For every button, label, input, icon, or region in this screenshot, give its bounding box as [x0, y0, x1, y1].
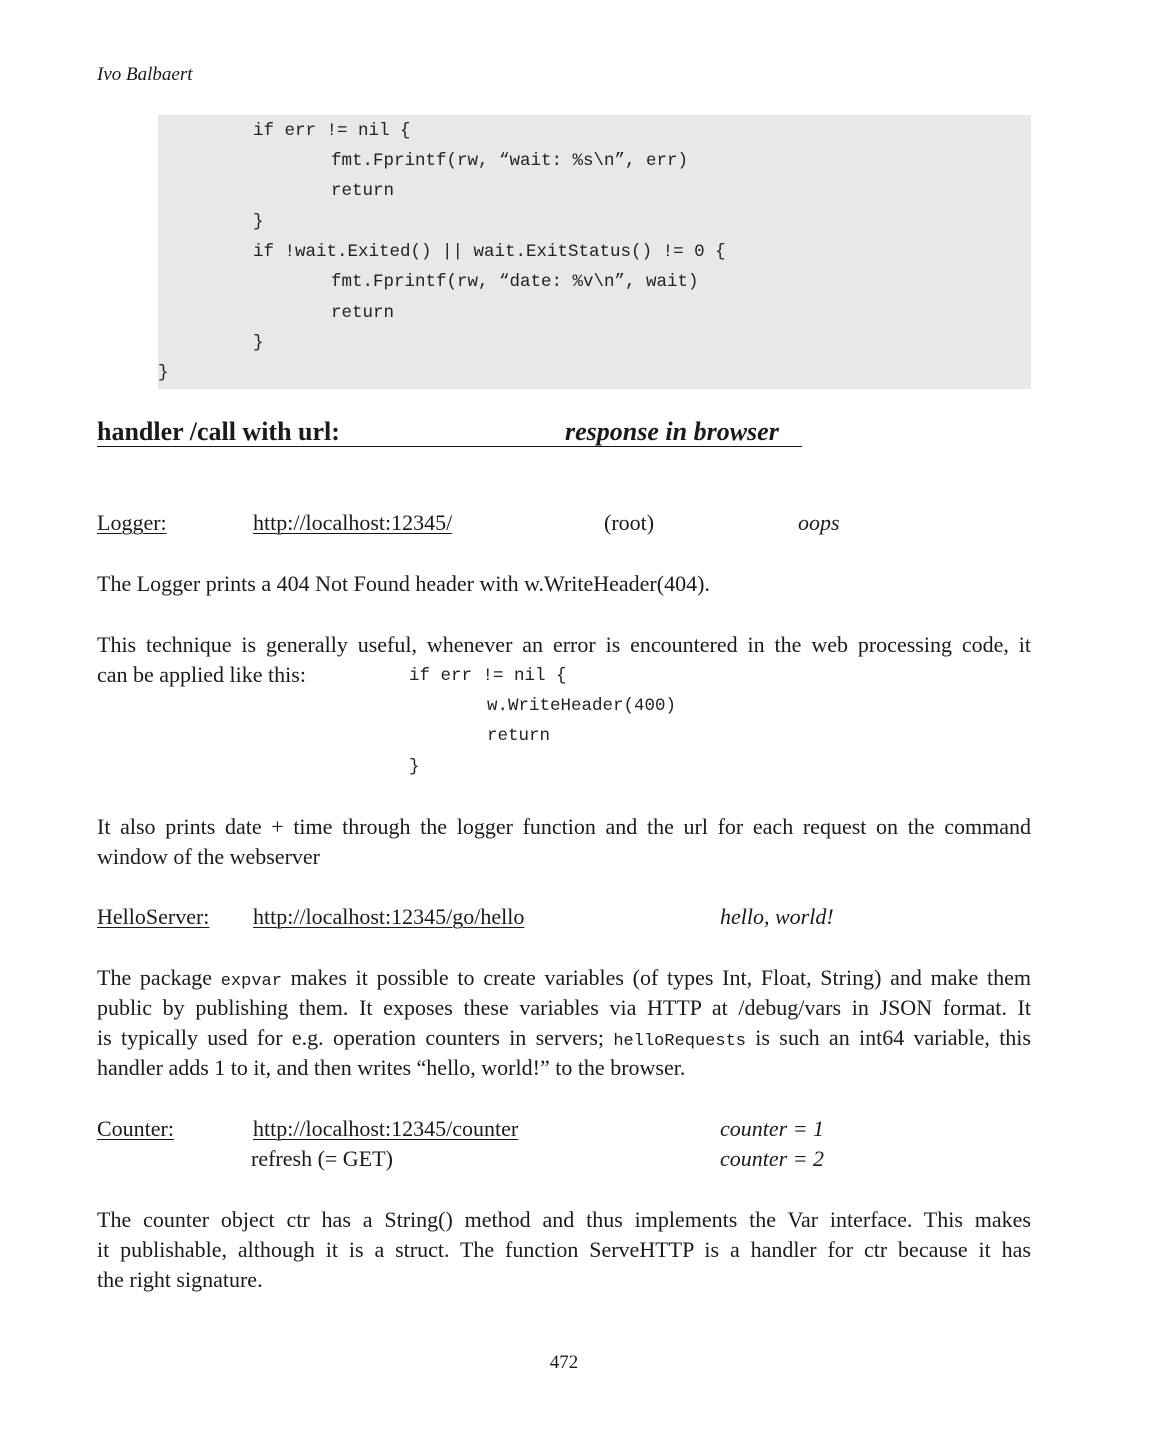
counter-url-link[interactable]: http://localhost:12345/counter	[253, 1116, 519, 1141]
code-line: }	[253, 212, 264, 232]
paragraph-line: handler adds 1 to it, and then writes “hello, world!” to the browser.	[97, 1055, 686, 1080]
paragraph-line: can be applied like this:	[97, 662, 306, 687]
paragraph-line: It also prints date + time through the logger function and the url for each request on the command	[97, 814, 1031, 839]
code-line: if err != nil {	[253, 121, 411, 141]
paragraph-line	[97, 963, 1031, 997]
inline-code-line: }	[409, 757, 420, 777]
paragraph-line: public by publishing them. It exposes these variables via HTTP at /debug/vars in JSON format. It	[97, 995, 1031, 1020]
inline-code-line: if err != nil {	[409, 666, 567, 686]
inline-code-line: return	[487, 726, 551, 746]
logger-response: oops	[798, 510, 840, 535]
inline-code: helloRequests	[613, 1032, 746, 1051]
helloserver-response: hello, world!	[720, 904, 834, 929]
code-line: fmt.Fprintf(rw, “date: %v\n”, wait)	[331, 272, 699, 292]
inline-code-line: w.WriteHeader(400)	[487, 696, 677, 716]
section-heading-right: response in browser	[565, 417, 779, 446]
paragraph-line: it publishable, although it is a struct. The function ServeHTTP is a handler for ctr because it has	[97, 1237, 1031, 1262]
counter-response-1: counter = 1	[720, 1116, 825, 1141]
logger-note: (root)	[604, 510, 655, 535]
code-line: return	[331, 181, 395, 201]
code-line: return	[331, 303, 395, 323]
counter-label: Counter:	[97, 1116, 174, 1141]
running-header-author: Ivo Balbaert	[97, 64, 193, 85]
code-line: }	[158, 363, 169, 383]
text: is such an int64 variable, this	[745, 1025, 1031, 1050]
paragraph-line: the right signature.	[97, 1267, 263, 1292]
text: is typically used for e.g. operation counters in servers;	[97, 1025, 614, 1050]
counter-response-2: counter = 2	[720, 1146, 825, 1171]
paragraph-logger: The Logger prints a 404 Not Found header with w.WriteHeader(404).	[97, 571, 710, 596]
counter-refresh: refresh (= GET)	[251, 1146, 393, 1171]
helloserver-url-link[interactable]: http://localhost:12345/go/hello	[253, 904, 525, 929]
paragraph-line	[97, 1023, 1031, 1057]
code-line: if !wait.Exited() || wait.ExitStatus() != 0 {	[253, 242, 726, 262]
paragraph-line: The counter object ctr has a String() method and thus implements the Var interface. This makes	[97, 1207, 1031, 1232]
inline-code: expvar	[220, 972, 282, 991]
logger-label: Logger:	[97, 510, 167, 535]
code-line: fmt.Fprintf(rw, “wait: %s\n”, err)	[331, 151, 689, 171]
text: The package	[97, 965, 221, 990]
helloserver-label: HelloServer:	[97, 904, 210, 929]
paragraph-line: window of the webserver	[97, 844, 320, 869]
logger-url-link[interactable]: http://localhost:12345/	[253, 510, 453, 535]
page-number: 472	[549, 1352, 579, 1373]
heading-underline	[97, 446, 802, 447]
text: makes it possible to create variables (of types Int, Float, String) and make them	[281, 965, 1031, 990]
paragraph-line: This technique is generally useful, whenever an error is encountered in the web processing code, it	[97, 632, 1031, 657]
code-line: }	[253, 333, 264, 353]
section-heading-left: handler /call with url:	[97, 417, 340, 446]
